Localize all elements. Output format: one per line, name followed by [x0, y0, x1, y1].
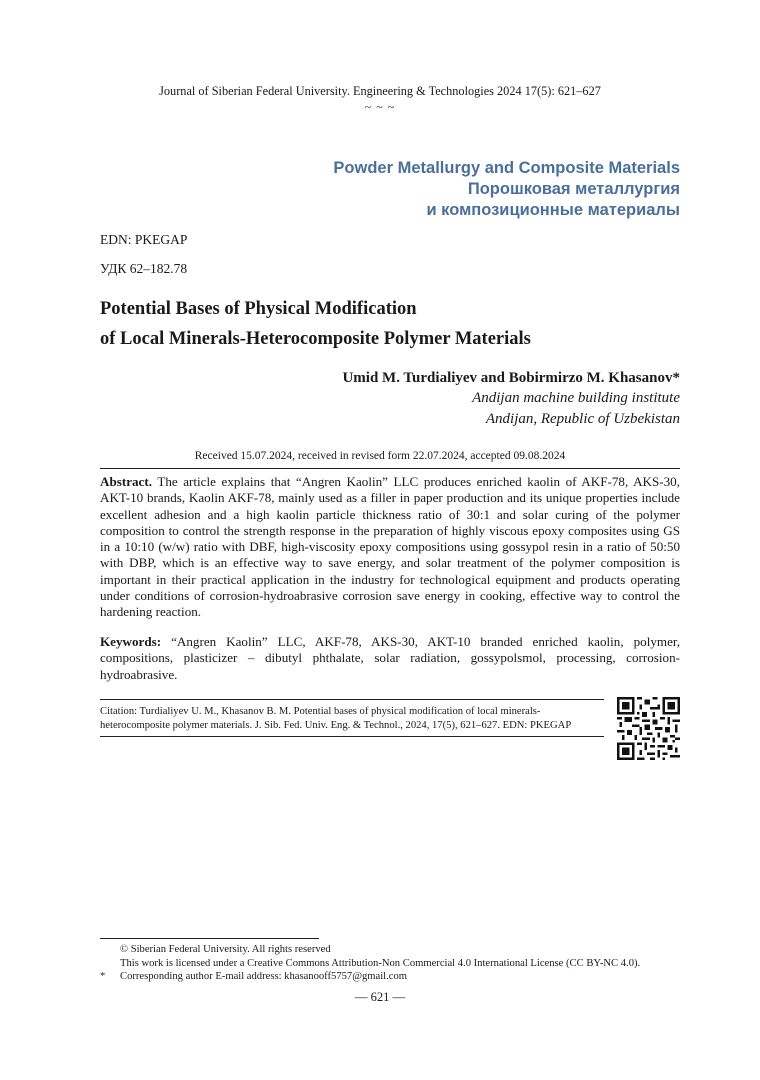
keywords-text: “Angren Kaolin” LLC, AKF-78, AKS-30, AKT-10 branded enriched kaolin, polymer, compositions, plasticizer – dibutyl phthalate, solar radiation, gossypolsmol, processing, corrosion-hydroabrasive. — [100, 634, 680, 682]
edn-identifier: EDN: PKEGAP — [100, 232, 188, 247]
received-dates: Received 15.07.2024, received in revised form 22.07.2024, accepted 09.08.2024 — [194, 450, 566, 462]
journal-header: Journal of Siberian Federal University. Engineering & Technologies 2024 17(5): 621–627 — [159, 84, 601, 98]
section-heading — [333, 158, 680, 221]
affiliation-location: Andijan, Republic of Uzbekistan — [485, 411, 680, 427]
title-line-1: Potential Bases of Physical Modification — [100, 299, 417, 319]
license-note: This work is licensed under a Creative Commons Attribution-Non Commercial 4.0 International License (CC BY-NC 4.0). — [120, 957, 641, 969]
corresponding-author-note — [100, 970, 690, 984]
copyright-note: © Siberian Federal University. All rights reserved — [120, 944, 331, 955]
corresponding-email: Corresponding author E-mail address: khasanooff5757@gmail.com — [120, 971, 407, 982]
abstract-text: The article explains that “Angren Kaolin” LLC produces enriched kaolin of AKF-78, AKS-30, AKT-10 brands, Kaolin AKF-78, mainly used as a filler in paper production and its unique properties include excellent adhesion and a high kaolin particle thickness ratio of 30:1 and solar curing of the polymer composition to control the strength response in the preparation of highly viscous epoxy composites using GS in a 10:10 (w/w) ratio with DBF, high-viscosity epoxy compositions using gossypol resin in a ratio of 50:50 with DBP, which is an effective way to save energy, and solar treatment of the polymer composition is important in their practical application in the industry for technological equipment and products operating under conditions of corrosion-hydroabrasive corrosion save energy in cooking, effective way to control the hardening reaction. — [100, 474, 680, 620]
keywords — [100, 634, 680, 683]
header-separator: ~ ~ ~ — [364, 100, 396, 114]
page-number: — 621 — — [355, 990, 405, 1004]
abstract-label: Abstract. — [100, 474, 152, 489]
section-russian-line2: и композиционные материалы — [426, 201, 680, 219]
footnotes — [100, 943, 690, 984]
udk-identifier: УДК 62–182.78 — [100, 261, 188, 276]
article-title — [100, 294, 531, 354]
abstract — [100, 474, 680, 621]
citation-bottom-rule — [100, 736, 604, 737]
authors: Umid M. Turdialiyev and Bobirmirzo M. Khasanov* — [342, 370, 680, 386]
qr-code-icon — [617, 697, 680, 760]
section-english: Powder Metallurgy and Composite Materials — [333, 159, 680, 177]
citation: Citation: Turdialiyev U. M., Khasanov B. M. Potential bases of physical modification of local minerals-heterocomposite polymer materials. J. Sib. Fed. Univ. Eng. & Technol., 2024, 17(5), 621–627. EDN: PKEGAP — [100, 706, 572, 731]
section-russian-line1: Порошковая металлургия — [467, 180, 680, 198]
title-line-2: of Local Minerals-Heterocomposite Polymer Materials — [100, 329, 531, 349]
citation-top-rule — [100, 699, 604, 700]
abstract-top-rule — [100, 468, 680, 469]
footnote-rule — [100, 938, 319, 939]
keywords-label: Keywords: — [100, 634, 162, 649]
footnote-asterisk: * — [100, 971, 106, 982]
affiliation-institute: Andijan machine building institute — [472, 390, 680, 406]
